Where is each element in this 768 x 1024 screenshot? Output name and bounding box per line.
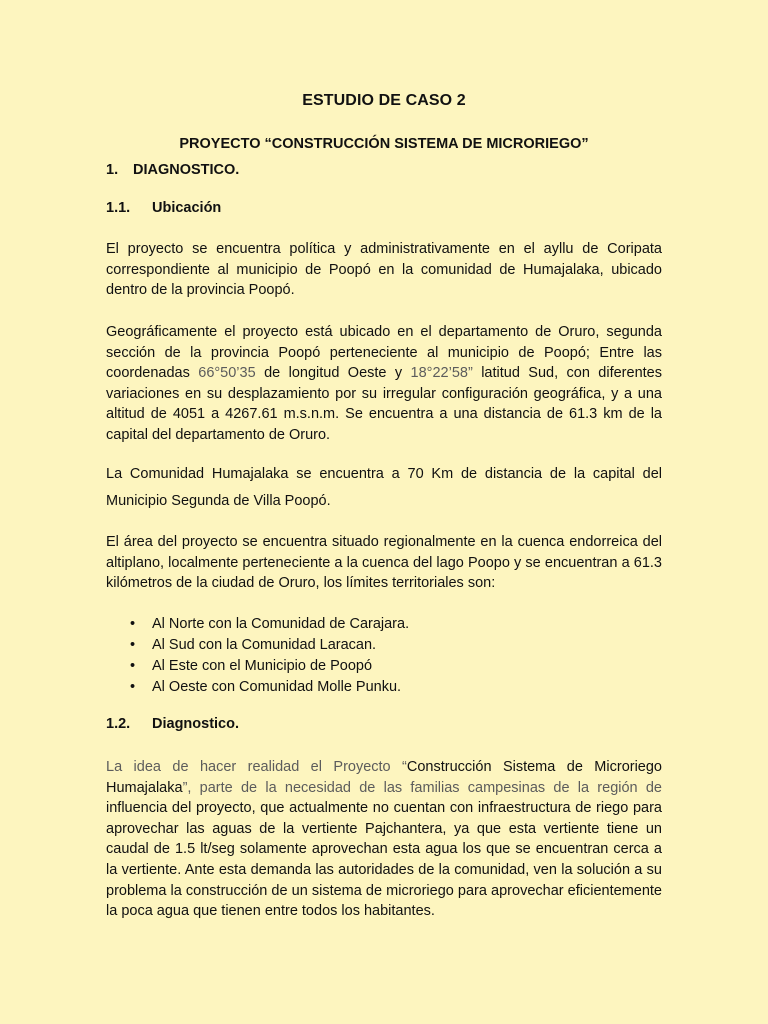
section-heading-diagnostico — [106, 162, 239, 178]
bullet-icon: • — [130, 637, 136, 653]
list-item — [106, 677, 409, 698]
section-number: 1. — [106, 162, 119, 178]
subsection-number: 1.1. — [106, 200, 131, 216]
coordinate-longitude: 66°50’35 — [198, 365, 256, 382]
list-item-text: Al Este con el Municipio de Poopó — [152, 658, 373, 674]
subsection-heading-diagnostico — [106, 716, 239, 732]
coordinate-latitude: 18°22’58” — [410, 365, 473, 382]
subsection-heading-ubicacion — [106, 200, 221, 216]
paragraph-distancia: La Comunidad Humajalaka se encuentra a 70 Km de distancia de la capital del Municipio Segunda de Villa Poopó. — [106, 466, 662, 509]
paragraph-text: La idea de hacer realidad el Proyecto “ — [106, 759, 407, 775]
paragraph-text: influencia del proyecto, que actualmente no cuentan con infraestructura de riego para aprovechar las aguas de la vertiente Pajchantera, ya que esta vertiente tiene un caudal de 1.5 lt/seg solamente aprovechan esta agua los que se encuentran cerca a la vertiente. Ante esta demanda las autoridades de la comunidad, ven la solución a su problema la construcción de un sistema de microriego para aprovechar eficientemente la poca agua que tienen entre todos los habitantes. — [106, 800, 662, 920]
list-item — [106, 656, 409, 677]
bullet-icon: • — [130, 658, 136, 674]
project-name: Construcción Sistema de Microriego Humajalaka — [106, 759, 662, 796]
list-item-text: Al Sud con la Comunidad Laracan. — [152, 637, 377, 653]
boundaries-list — [106, 614, 409, 698]
bullet-icon: • — [130, 616, 136, 632]
paragraph-area: El área del proyecto se encuentra situado regionalmente en la cuenca endorreica del altiplano, localmente perteneciente a la cuenca del lago Poopo y se encuentran a 61.3 kilómetros de la ciudad de Oruro, los límites territoriales son: — [106, 534, 662, 592]
paragraph-diagnostico — [106, 757, 662, 922]
subsection-label: Diagnostico. — [152, 716, 240, 732]
list-item — [106, 614, 409, 635]
document-title: ESTUDIO DE CASO 2 — [302, 92, 466, 109]
paragraph-ubicacion: El proyecto se encuentra política y administrativamente en el ayllu de Coripata correspondiente al municipio de Poopó en la comunidad de Humajalaka, ubicado dentro de la provincia Poopó. — [106, 241, 662, 299]
project-subtitle: PROYECTO “CONSTRUCCIÓN SISTEMA DE MICRORIEGO” — [179, 136, 589, 152]
paragraph-text: Geográficamente el proyecto está ubicado en el departamento de Oruro, segunda sección de la provincia Poopó perteneciente al municipio de Poopó; Entre las coordenadas — [106, 324, 662, 382]
paragraph-text: latitud Sud, con diferentes variaciones en su desplazamiento por su irregular configuración geográfica, y a una altitud de 4051 a 4267.61 m.s.n.m. Se encuentra a una distancia de 61.3 km de la capital del departamento de Oruro. — [106, 365, 662, 443]
paragraph-text: de longitud Oeste y — [255, 365, 411, 382]
list-item-text: Al Norte con la Comunidad de Carajara. — [152, 616, 410, 632]
subsection-label: Ubicación — [152, 200, 222, 216]
list-item — [106, 635, 409, 656]
section-label: DIAGNOSTICO. — [133, 162, 240, 178]
bullet-icon: • — [130, 679, 136, 695]
paragraph-geografia — [106, 322, 662, 446]
paragraph-text: ”, parte de la necesidad de las familias campesinas de la región de — [182, 779, 662, 796]
list-item-text: Al Oeste con Comunidad Molle Punku. — [152, 679, 402, 695]
subsection-number: 1.2. — [106, 716, 131, 732]
